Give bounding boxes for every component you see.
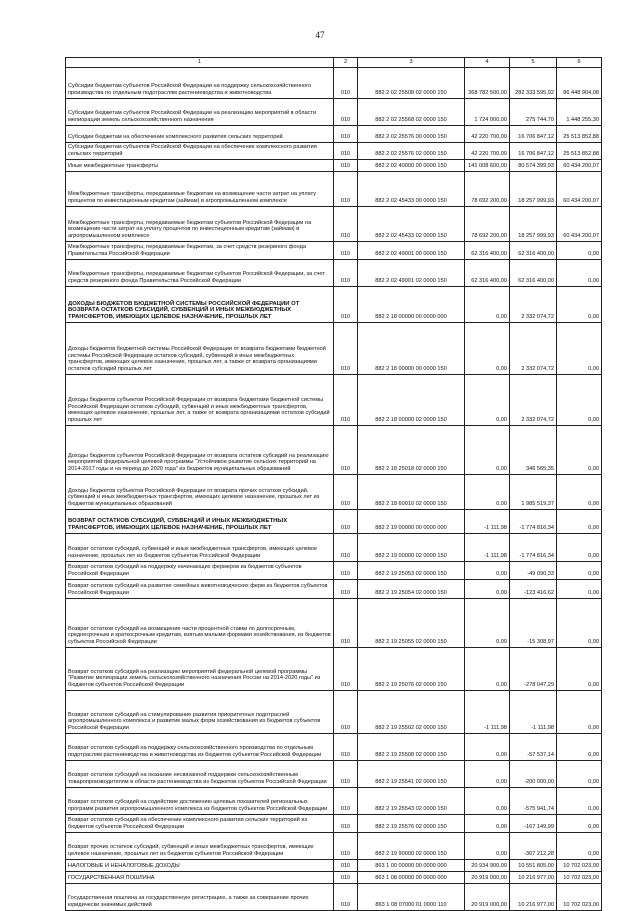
- row-approved-amount: 42 220 700,00: [465, 125, 510, 142]
- row-budget-code: 882 2 18 00000 00 0000 000: [358, 286, 465, 322]
- table-row: [66, 322, 602, 374]
- table-row: [66, 787, 602, 814]
- table-row: [66, 598, 602, 647]
- row-approved-amount: 20 919 000,00: [465, 871, 510, 883]
- row-approved-amount: 0,00: [465, 832, 510, 859]
- table-row: [66, 286, 602, 322]
- row-remaining-amount: 10 702 023,00: [557, 871, 602, 883]
- row-budget-code: 882 2 19 00000 00 0000 000: [358, 509, 465, 533]
- row-remaining-amount: 25 513 852,88: [557, 142, 602, 159]
- row-remaining-amount: 60 434 200,07: [557, 159, 602, 171]
- row-executed-amount: -167 149,99: [510, 814, 557, 832]
- row-name: Возврат остатков субсидий на развитие семейных животноводческих ферм из бюджетов субъектов Российской Федерации: [66, 579, 334, 598]
- table-row: [66, 832, 602, 859]
- table-row: [66, 760, 602, 787]
- row-name: Доходы бюджетов субъектов Российской Федерации от возврата бюджетами бюджетной системы Российской Федерации остатков субсидий, субвенций и иных межбюджетных трансфертов, имеющих целевое назначение, прошлых лет, а также от возврата организациями остатков субсидий прошлых лет: [66, 374, 334, 425]
- row-remaining-amount: 0,00: [557, 787, 602, 814]
- row-approved-amount: -1 111,98: [465, 509, 510, 533]
- row-approved-amount: 42 220 700,00: [465, 142, 510, 159]
- row-name: Субсидии бюджетам субъектов Российской Федерации на реализацию мероприятий в области мелиорации земель сельскохозяйственного назначения: [66, 98, 334, 125]
- row-executed-amount: 10 216 977,00: [510, 883, 557, 910]
- row-approved-amount: 0,00: [465, 579, 510, 598]
- row-executed-amount: -57 537,14: [510, 733, 557, 760]
- row-name: Субсидии бюджетам субъектов Российской Федерации на поддержку сельскохозяйственного производства по отдельным подотраслям растениеводства и животноводства: [66, 67, 334, 98]
- row-remaining-amount: 0,00: [557, 509, 602, 533]
- row-code: 010: [334, 760, 358, 787]
- row-approved-amount: 0,00: [465, 374, 510, 425]
- row-code: 010: [334, 509, 358, 533]
- row-name: НАЛОГОВЫЕ И НЕНАЛОГОВЫЕ ДОХОДЫ: [66, 859, 334, 871]
- row-budget-code: 882 2 19 25541 02 0000 150: [358, 760, 465, 787]
- column-header: 5: [510, 58, 557, 68]
- row-approved-amount: 78 692 200,00: [465, 206, 510, 241]
- row-name: Возврат остатков субсидий на реализацию мероприятий федеральной целевой программы "Развитие мелиорации земель сельскохозяйственного назначения России на 2014-2020 годы" из бюджетов субъектов Российской Федерации: [66, 647, 334, 690]
- row-remaining-amount: 0,00: [557, 733, 602, 760]
- row-code: 010: [334, 425, 358, 474]
- table-row: [66, 425, 602, 474]
- row-remaining-amount: 0,00: [557, 760, 602, 787]
- row-code: 010: [334, 474, 358, 509]
- row-executed-amount: -1 774 816,34: [510, 533, 557, 561]
- row-approved-amount: 62 316 400,00: [465, 241, 510, 259]
- row-budget-code: 882 2 18 00000 02 0000 150: [358, 374, 465, 425]
- table-row: [66, 814, 602, 832]
- row-code: 010: [334, 241, 358, 259]
- row-code: 010: [334, 787, 358, 814]
- table-row: [66, 690, 602, 733]
- row-approved-amount: 0,00: [465, 474, 510, 509]
- row-executed-amount: 16 706 847,12: [510, 125, 557, 142]
- row-budget-code: 863 1 00 00000 00 0000 000: [358, 859, 465, 871]
- table-row: [66, 159, 602, 171]
- row-budget-code: 882 2 02 40000 00 0000 150: [358, 159, 465, 171]
- row-approved-amount: 0,00: [465, 598, 510, 647]
- row-approved-amount: 0,00: [465, 647, 510, 690]
- row-code: 010: [334, 859, 358, 871]
- row-executed-amount: 2 332 074,72: [510, 286, 557, 322]
- row-name: ВОЗВРАТ ОСТАТКОВ СУБСИДИЙ, СУБВЕНЦИЙ И ИНЫХ МЕЖБЮДЖЕТНЫХ ТРАНСФЕРТОВ, ИМЕЮЩИХ ЦЕЛЕВОЕ НАЗНАЧЕНИЕ, ПРОШЛЫХ ЛЕТ: [66, 509, 334, 533]
- page-number: 47: [315, 30, 325, 40]
- row-executed-amount: 282 333 595,92: [510, 67, 557, 98]
- row-budget-code: 863 1 08 07000 01 0000 110: [358, 883, 465, 910]
- row-approved-amount: 1 724 000,00: [465, 98, 510, 125]
- row-budget-code: 882 2 19 90000 02 0000 150: [358, 832, 465, 859]
- row-approved-amount: 0,00: [465, 760, 510, 787]
- table-row: [66, 859, 602, 871]
- row-name: Возврат остатков субсидий на возмещение части процентной ставки по долгосрочным, среднесрочным и краткосрочным кредитам, взятым малыми формами хозяйствования, из бюджетов субъектов Российской Федерации: [66, 598, 334, 647]
- row-remaining-amount: 0,00: [557, 286, 602, 322]
- row-executed-amount: -1 111,98: [510, 690, 557, 733]
- row-remaining-amount: 0,00: [557, 533, 602, 561]
- row-name: Межбюджетные трансферты, передаваемые бюджетам субъектов Российской Федерации на возмещение части затрат на уплату процентов по инвестиционным кредитам (займам) в агропромышленном комплексе: [66, 206, 334, 241]
- row-remaining-amount: 60 434 200,07: [557, 171, 602, 206]
- row-remaining-amount: 0,00: [557, 241, 602, 259]
- row-name: Возврат остатков субсидий, субвенций и иных межбюджетных трансфертов, имеющих целевое назначение, прошлых лет из бюджетов субъектов Российской Федерации: [66, 533, 334, 561]
- row-approved-amount: 141 008 600,00: [465, 159, 510, 171]
- row-approved-amount: 0,00: [465, 425, 510, 474]
- row-code: 010: [334, 98, 358, 125]
- row-code: 010: [334, 579, 358, 598]
- table-row: [66, 206, 602, 241]
- row-executed-amount: -123 416,62: [510, 579, 557, 598]
- table-row: [66, 98, 602, 125]
- row-code: 010: [334, 832, 358, 859]
- budget-table-body: [66, 58, 602, 911]
- row-approved-amount: 0,00: [465, 561, 510, 579]
- row-budget-code: 882 2 19 00000 02 0000 150: [358, 533, 465, 561]
- table-row: [66, 125, 602, 142]
- row-name: Государственная пошлина за государственную регистрацию, а также за совершение прочих юридически значимых действий: [66, 883, 334, 910]
- row-approved-amount: 78 692 200,00: [465, 171, 510, 206]
- row-budget-code: 882 2 02 25568 02 0000 150: [358, 98, 465, 125]
- row-executed-amount: -15 308,97: [510, 598, 557, 647]
- row-name: Иные межбюджетные трансферты: [66, 159, 334, 171]
- row-name: Межбюджетные трансферты, передаваемые бюджетам на возмещение части затрат на уплату процентов по инвестиционным кредитам (займам) в агропромышленном комплексе: [66, 171, 334, 206]
- row-remaining-amount: 0,00: [557, 598, 602, 647]
- row-executed-amount: -1 774 816,34: [510, 509, 557, 533]
- row-code: 010: [334, 206, 358, 241]
- row-code: 010: [334, 142, 358, 159]
- row-code: 010: [334, 259, 358, 286]
- table-row: [66, 171, 602, 206]
- row-code: 010: [334, 561, 358, 579]
- row-code: 010: [334, 159, 358, 171]
- row-executed-amount: 10 216 977,00: [510, 871, 557, 883]
- row-name: Возврат остатков субсидий на оказание несвязанной поддержки сельскохозяйственным товаропроизводителям в области растениеводства из бюджетов субъектов Российской Федерации: [66, 760, 334, 787]
- row-approved-amount: 0,00: [465, 286, 510, 322]
- row-approved-amount: -1 111,98: [465, 690, 510, 733]
- row-remaining-amount: 0,00: [557, 832, 602, 859]
- row-name: Межбюджетные трансферты, передаваемые бюджетам, за счет средств резервного фонда Правительства Российской Федерации: [66, 241, 334, 259]
- row-approved-amount: 0,00: [465, 322, 510, 374]
- row-approved-amount: -1 111,98: [465, 533, 510, 561]
- table-row: [66, 241, 602, 259]
- row-remaining-amount: 25 513 852,88: [557, 125, 602, 142]
- table-row: [66, 871, 602, 883]
- row-remaining-amount: 86 448 904,08: [557, 67, 602, 98]
- row-budget-code: 882 2 19 25076 02 0000 150: [358, 647, 465, 690]
- row-code: 010: [334, 690, 358, 733]
- row-name: Субсидии бюджетам субъектов Российской Федерации на обеспечение комплексного развития сельских территорий: [66, 142, 334, 159]
- row-remaining-amount: 60 434 200,07: [557, 206, 602, 241]
- row-code: 010: [334, 533, 358, 561]
- row-name: Доходы бюджетов субъектов Российской Федерации от возврата прочих остатков субсидий, субвенций и иных межбюджетных трансфертов, имеющих целевое назначение, прошлых лет из бюджетов муниципальных образований: [66, 474, 334, 509]
- row-code: 010: [334, 883, 358, 910]
- row-remaining-amount: 10 702 023,00: [557, 859, 602, 871]
- row-code: 010: [334, 125, 358, 142]
- row-remaining-amount: 0,00: [557, 579, 602, 598]
- row-executed-amount: 275 744,70: [510, 98, 557, 125]
- row-budget-code: 882 2 19 25502 02 0000 150: [358, 690, 465, 733]
- row-remaining-amount: 0,00: [557, 374, 602, 425]
- row-name: Доходы бюджетов бюджетной системы Российской Федерации от возврата бюджетами бюджетной системы Российской Федерации остатков субсидий, субвенций и иных межбюджетных трансфертов, имеющих целевое назначение, прошлых лет, а также от возврата организациями остатков субсидий прошлых лет: [66, 322, 334, 374]
- row-name: ГОСУДАРСТВЕННАЯ ПОШЛИНА: [66, 871, 334, 883]
- row-code: 010: [334, 322, 358, 374]
- column-header: 2: [334, 58, 358, 68]
- column-header: 1: [66, 58, 334, 68]
- row-executed-amount: 1 985 519,37: [510, 474, 557, 509]
- table-row: [66, 259, 602, 286]
- row-budget-code: 882 2 02 25576 02 0000 150: [358, 142, 465, 159]
- row-budget-code: 882 2 02 25576 00 0000 150: [358, 125, 465, 142]
- row-budget-code: 882 2 19 25053 02 0000 150: [358, 561, 465, 579]
- row-code: 010: [334, 598, 358, 647]
- row-code: 010: [334, 286, 358, 322]
- row-remaining-amount: 0,00: [557, 647, 602, 690]
- row-budget-code: 882 2 19 25055 02 0000 150: [358, 598, 465, 647]
- row-approved-amount: 0,00: [465, 733, 510, 760]
- row-budget-code: 882 2 18 60010 02 0000 150: [358, 474, 465, 509]
- row-approved-amount: 368 782 500,00: [465, 67, 510, 98]
- row-name: Возврат остатков субсидий на поддержку начинающих фермеров из бюджетов субъектов Российской Федерации: [66, 561, 334, 579]
- row-budget-code: 882 2 02 49001 02 0000 150: [358, 259, 465, 286]
- row-name: Доходы бюджетов субъектов Российской Федерации от возврата остатков субсидий на реализацию мероприятий федеральной целевой программы "Устойчивое развитие сельских территорий на 2014-2017 годы и на период до 2020 года" из бюджетов муниципальных образований: [66, 425, 334, 474]
- row-budget-code: 882 2 02 45433 00 0000 150: [358, 171, 465, 206]
- row-remaining-amount: 0,00: [557, 474, 602, 509]
- table-row: [66, 883, 602, 910]
- row-executed-amount: 2 332 074,72: [510, 322, 557, 374]
- row-remaining-amount: 0,00: [557, 259, 602, 286]
- row-remaining-amount: 0,00: [557, 814, 602, 832]
- row-budget-code: 882 2 02 45433 02 0000 150: [358, 206, 465, 241]
- table-row: [66, 733, 602, 760]
- table-row: [66, 533, 602, 561]
- row-budget-code: 882 2 18 25018 02 0000 150: [358, 425, 465, 474]
- row-name: Возврат остатков субсидий на содействие достижению целевых показателей региональных программ развития агропромышленного комплекса из бюджетов субъектов Российской Федерации: [66, 787, 334, 814]
- row-name: Возврат прочих остатков субсидий, субвенций и иных межбюджетных трансфертов, имеющих целевое назначение, прошлых лет из бюджетов субъектов Российской Федерации: [66, 832, 334, 859]
- row-remaining-amount: 10 702 023,00: [557, 883, 602, 910]
- row-remaining-amount: 0,00: [557, 561, 602, 579]
- row-name: Межбюджетные трансферты, передаваемые бюджетам субъектов Российской Федерации, за счет средств резервного фонда Правительства Российской Федерации: [66, 259, 334, 286]
- row-code: 010: [334, 374, 358, 425]
- row-remaining-amount: 0,00: [557, 690, 602, 733]
- table-row: [66, 67, 602, 98]
- row-remaining-amount: 0,00: [557, 425, 602, 474]
- row-name: ДОХОДЫ БЮДЖЕТОВ БЮДЖЕТНОЙ СИСТЕМЫ РОССИЙСКОЙ ФЕДЕРАЦИИ ОТ ВОЗВРАТА ОСТАТКОВ СУБСИДИЙ, СУБВЕНЦИЙ И ИНЫХ МЕЖБЮДЖЕТНЫХ ТРАНСФЕРТОВ, ИМЕЮЩИХ ЦЕЛЕВОЕ НАЗНАЧЕНИЕ, ПРОШЛЫХ ЛЕТ: [66, 286, 334, 322]
- row-remaining-amount: 0,00: [557, 322, 602, 374]
- row-budget-code: 863 1 08 00000 00 0000 000: [358, 871, 465, 883]
- table-row: [66, 561, 602, 579]
- row-budget-code: 882 2 19 25576 02 0000 150: [358, 814, 465, 832]
- table-row: [66, 579, 602, 598]
- row-approved-amount: 20 919 000,00: [465, 883, 510, 910]
- row-executed-amount: -200 000,00: [510, 760, 557, 787]
- row-code: 010: [334, 647, 358, 690]
- row-approved-amount: 20 934 900,00: [465, 859, 510, 871]
- column-header: 6: [557, 58, 602, 68]
- row-executed-amount: -49 090,33: [510, 561, 557, 579]
- table-row: [66, 647, 602, 690]
- row-code: 010: [334, 171, 358, 206]
- table-row: [66, 474, 602, 509]
- row-executed-amount: 80 574 399,93: [510, 159, 557, 171]
- row-budget-code: 882 2 02 49001 00 0000 150: [358, 241, 465, 259]
- row-executed-amount: 62 316 400,00: [510, 241, 557, 259]
- row-executed-amount: 2 332 074,72: [510, 374, 557, 425]
- table-header-row: [66, 58, 602, 68]
- row-executed-amount: 10 551 805,00: [510, 859, 557, 871]
- row-executed-amount: 16 706 847,12: [510, 142, 557, 159]
- budget-table: [65, 57, 602, 911]
- row-budget-code: 882 2 19 25543 02 0000 150: [358, 787, 465, 814]
- table-row: [66, 509, 602, 533]
- column-header: 4: [465, 58, 510, 68]
- row-budget-code: 882 2 19 25054 02 0000 150: [358, 579, 465, 598]
- row-executed-amount: 62 316 400,00: [510, 259, 557, 286]
- row-name: Возврат остатков субсидий на поддержку сельскохозяйственного производства по отдельным подотраслям растениеводства и животноводства из бюджетов субъектов Российской Федерации: [66, 733, 334, 760]
- row-executed-amount: 346 565,35: [510, 425, 557, 474]
- row-budget-code: 882 2 19 25508 02 0000 150: [358, 733, 465, 760]
- row-code: 010: [334, 733, 358, 760]
- row-approved-amount: 0,00: [465, 787, 510, 814]
- row-approved-amount: 0,00: [465, 814, 510, 832]
- row-name: Возврат остатков субсидий на стимулирование развития приоритетных подотраслей агропромышленного комплекса и развитие малых форм хозяйствования из бюджетов субъектов Российской Федерации: [66, 690, 334, 733]
- row-remaining-amount: 1 448 255,30: [557, 98, 602, 125]
- row-executed-amount: 18 257 999,93: [510, 171, 557, 206]
- row-name: Субсидии бюджетам на обеспечение комплексного развития сельских территорий: [66, 125, 334, 142]
- row-code: 010: [334, 814, 358, 832]
- row-name: Возврат остатков субсидий на обеспечение комплексного развития сельских территорий из бюджетов субъектов Российской Федерации: [66, 814, 334, 832]
- table-row: [66, 142, 602, 159]
- table-row: [66, 374, 602, 425]
- row-budget-code: 882 2 02 25508 02 0000 150: [358, 67, 465, 98]
- column-header: 3: [358, 58, 465, 68]
- row-budget-code: 882 2 18 00000 00 0000 150: [358, 322, 465, 374]
- row-executed-amount: 18 257 999,93: [510, 206, 557, 241]
- row-approved-amount: 62 316 400,00: [465, 259, 510, 286]
- row-executed-amount: -278 047,29: [510, 647, 557, 690]
- row-code: 010: [334, 871, 358, 883]
- row-executed-amount: -307 212,28: [510, 832, 557, 859]
- row-code: 010: [334, 67, 358, 98]
- row-executed-amount: -575 941,74: [510, 787, 557, 814]
